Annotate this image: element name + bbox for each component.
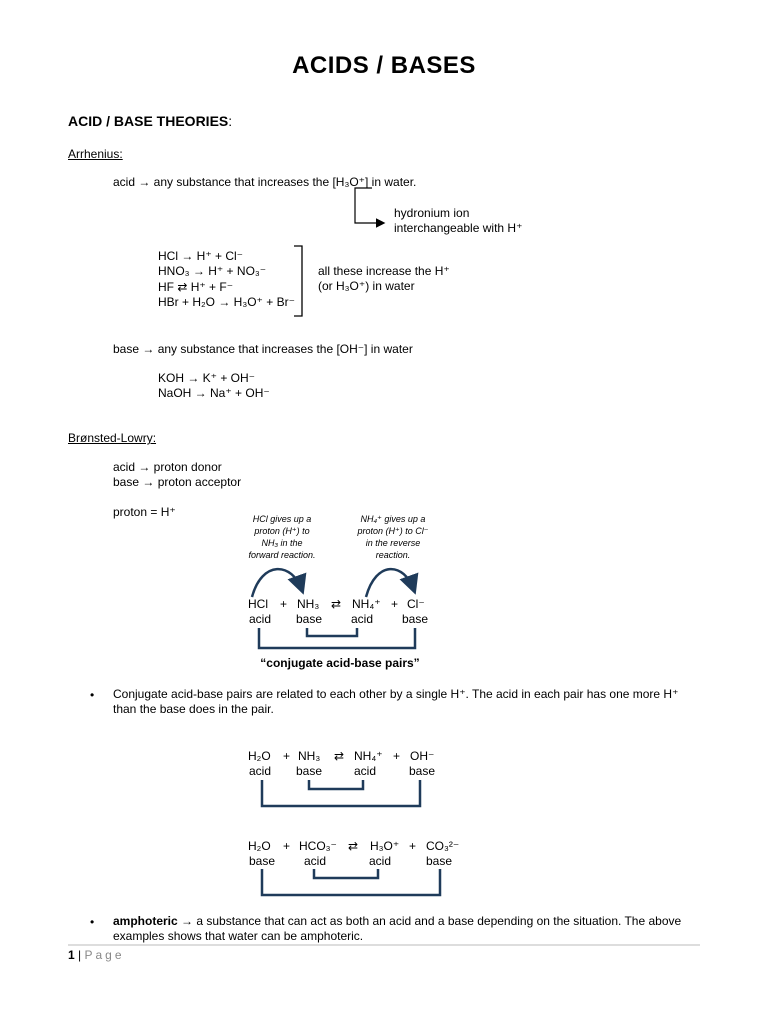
page-number: 1 bbox=[68, 948, 75, 962]
role-label: base bbox=[408, 764, 436, 778]
proton-definition: proton = H⁺ bbox=[113, 505, 176, 519]
bullet-1-line2: than the base does in the pair. bbox=[113, 702, 274, 716]
role-label: base bbox=[401, 612, 429, 626]
hydronium-note-line1: hydronium ion bbox=[394, 206, 470, 220]
base-reaction-2: NaOH → Na⁺ + OH⁻ bbox=[158, 386, 270, 400]
bullet-2-line2: examples shows that water can be amphoteric. bbox=[113, 929, 364, 943]
note-line: HCl gives up a bbox=[252, 514, 312, 524]
note-line: in the reverse bbox=[365, 538, 421, 548]
role-label: acid bbox=[368, 854, 391, 868]
bullet-dot: • bbox=[90, 688, 95, 702]
arrhenius-acid-definition: acid → any substance that increases the [H₃O⁺] in water. bbox=[113, 175, 417, 189]
species: HCl bbox=[248, 597, 268, 611]
conjugate-bracket-outer bbox=[262, 869, 440, 895]
note-line: reaction. bbox=[375, 550, 411, 560]
plus-sign: + bbox=[409, 839, 417, 853]
plus-sign: + bbox=[393, 749, 401, 763]
conjugate-bracket-inner bbox=[314, 869, 378, 878]
arrhenius-heading: Arrhenius: bbox=[68, 147, 123, 161]
role-label: acid bbox=[353, 764, 376, 778]
equilibrium-arrow: ⇄ bbox=[348, 839, 359, 853]
bullet-1-line1: Conjugate acid-base pairs are related to each other by a single H⁺. The acid in each pair has one more H⁺ bbox=[113, 687, 679, 701]
bronsted-base-definition: base → proton acceptor bbox=[113, 475, 242, 489]
forward-arrow-curve bbox=[252, 569, 302, 597]
species: HCO₃⁻ bbox=[299, 839, 337, 853]
species: CO₃²⁻ bbox=[426, 839, 460, 853]
note-line: NH₄⁺ gives up a bbox=[360, 514, 426, 524]
bracket-note-line2: (or H₃O⁺) in water bbox=[318, 279, 415, 293]
reactions-bracket bbox=[294, 246, 302, 316]
amphoteric-term: amphoteric bbox=[113, 914, 178, 928]
role-label: acid bbox=[303, 854, 326, 868]
conjugate-bracket-outer bbox=[259, 628, 415, 648]
note-line: proton (H⁺) to Cl⁻ bbox=[357, 526, 429, 536]
role-label: acid bbox=[248, 764, 271, 778]
species: H₂O bbox=[248, 749, 271, 763]
bronsted-acid-definition: acid → proton donor bbox=[113, 460, 222, 474]
plus-sign: + bbox=[283, 749, 291, 763]
arrhenius-reaction-1: HCl → H⁺ + Cl⁻ bbox=[158, 249, 244, 263]
conjugate-bracket-inner bbox=[309, 780, 363, 789]
conjugate-pairs-label: “conjugate acid-base pairs” bbox=[260, 656, 420, 670]
base-reaction-1: KOH → K⁺ + OH⁻ bbox=[158, 371, 256, 385]
role-label: base bbox=[295, 764, 323, 778]
role-label: acid bbox=[248, 612, 271, 626]
species: NH₄⁺ bbox=[354, 749, 383, 763]
plus-sign: + bbox=[391, 597, 399, 611]
section-heading-text: ACID / BASE THEORIES bbox=[68, 113, 229, 129]
role-label: base bbox=[425, 854, 453, 868]
species: H₃O⁺ bbox=[370, 839, 400, 853]
species: NH₄⁺ bbox=[352, 597, 381, 611]
species: OH⁻ bbox=[410, 749, 435, 763]
arrhenius-reaction-4: HBr + H₂O → H₃O⁺ + Br⁻ bbox=[158, 295, 295, 309]
amphoteric-definition: → a substance that can act as both an acid and a base depending on the situation. The above bbox=[177, 914, 682, 928]
arrhenius-base-definition: base → any substance that increases the [OH⁻] in water bbox=[113, 342, 413, 356]
page-label: Page bbox=[84, 948, 125, 962]
equilibrium-arrow: ⇄ bbox=[334, 749, 345, 763]
species: Cl⁻ bbox=[407, 597, 425, 611]
species: NH₃ bbox=[298, 749, 321, 763]
section-heading-colon: : bbox=[228, 113, 233, 129]
arrhenius-reaction-3: HF ⇄ H⁺ + F⁻ bbox=[158, 280, 234, 294]
note-line: forward reaction. bbox=[248, 550, 316, 560]
role-label: base bbox=[248, 854, 276, 868]
plus-sign: + bbox=[280, 597, 288, 611]
reverse-arrow-curve bbox=[366, 569, 414, 597]
species: NH₃ bbox=[297, 597, 320, 611]
equilibrium-arrow: ⇄ bbox=[331, 597, 342, 611]
bullet-dot: • bbox=[90, 915, 95, 929]
plus-sign: + bbox=[283, 839, 291, 853]
species: H₂O bbox=[248, 839, 271, 853]
arrhenius-reaction-2: HNO₃ → H⁺ + NO₃⁻ bbox=[158, 264, 267, 278]
footer-separator: | bbox=[74, 948, 85, 962]
conjugate-bracket-inner bbox=[307, 628, 357, 636]
bronsted-heading: Brønsted-Lowry: bbox=[68, 431, 157, 445]
role-label: acid bbox=[350, 612, 373, 626]
hydronium-note-line2: interchangeable with H⁺ bbox=[394, 221, 523, 235]
note-line: NH₃ in the bbox=[261, 538, 303, 548]
page-title: ACIDS / BASES bbox=[292, 52, 476, 79]
role-label: base bbox=[295, 612, 323, 626]
bracket-note-line1: all these increase the H⁺ bbox=[318, 264, 450, 278]
hydronium-connector-line bbox=[355, 188, 383, 223]
note-line: proton (H⁺) to bbox=[254, 526, 310, 536]
conjugate-bracket-outer bbox=[262, 780, 420, 806]
